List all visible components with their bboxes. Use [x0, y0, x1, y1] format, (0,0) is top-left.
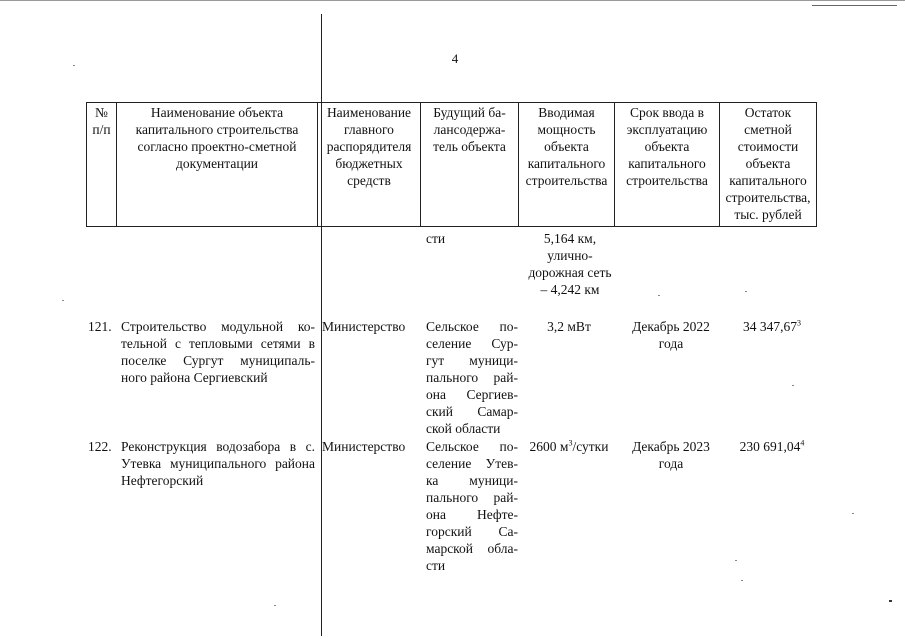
row-number: 122.	[88, 439, 112, 454]
scan-speck	[658, 295, 660, 296]
remaining-cost	[724, 438, 820, 455]
header-number: № п/п	[87, 103, 117, 227]
balance-holder: Сельское по- селение Сур- гут муници- пального рай- она Сергиев- ский Самар- ской области	[426, 319, 518, 436]
scan-mark-top-right	[812, 5, 897, 6]
header-capacity: Вводимая мощность объекта капитального строительства	[519, 103, 615, 227]
header-object-name: Наименование объекта капитального строительства согласно проектно-сметной документации	[117, 103, 318, 227]
continuation-capacity: 5,164 км, улично- дорожная сеть – 4,242 км	[528, 231, 612, 297]
main-manager: Министерство	[322, 439, 406, 454]
capacity-superscript: 3	[568, 438, 573, 448]
deadline: Декабрь 2022 года	[632, 319, 710, 351]
capacity-unit: /сутки	[572, 439, 609, 454]
header-balance-holder: Будущий ба- лансодержа- тель объекта	[421, 103, 519, 227]
main-manager: Министерство	[322, 319, 406, 334]
deadline: Декабрь 2023 года	[632, 439, 710, 471]
header-main-manager: Наименование главного распорядителя бюджетных средств	[318, 103, 421, 227]
row-number: 121.	[88, 319, 112, 334]
cost-value: 230 691,04	[739, 439, 801, 454]
remaining-cost	[724, 318, 820, 335]
table-header	[86, 102, 817, 227]
header-remaining-cost: Остаток сметной стоимости объекта капитального строительства, тыс. рублей	[720, 103, 817, 227]
scan-speck	[274, 605, 276, 606]
cost-footnote: 3	[797, 318, 801, 328]
scan-speck	[735, 560, 737, 561]
scan-speck	[62, 300, 64, 301]
scan-speck	[792, 385, 794, 386]
scan-speck	[889, 600, 892, 602]
cost-footnote: 4	[800, 438, 805, 448]
capacity	[521, 438, 617, 455]
capacity-value: 2600 м	[529, 439, 569, 454]
object-name: Реконструкция водозабора в с. Утевка муниципального района Нефтегорский	[121, 439, 315, 488]
scan-edge-top	[0, 0, 905, 1]
scan-speck	[73, 65, 75, 66]
cost-value: 34 347,67	[743, 319, 797, 334]
header-deadline: Срок ввода в эксплуатацию объекта капитального строительства	[615, 103, 720, 227]
page-number: 4	[451, 51, 459, 66]
object-name: Строительство модульной ко- тельной с тепловыми сетями в поселке Сургут муниципаль- ного района Сергиевский	[121, 319, 315, 385]
balance-holder: Сельское по- селение Утев- ка муници- пального рай- она Нефте- горский Са- марской обла- сти	[426, 439, 518, 573]
scan-speck	[745, 291, 747, 292]
continuation-holder: сти	[426, 231, 446, 246]
capacity: 3,2 мВт	[547, 319, 591, 334]
scan-speck	[852, 513, 854, 514]
scan-speck	[741, 580, 743, 581]
